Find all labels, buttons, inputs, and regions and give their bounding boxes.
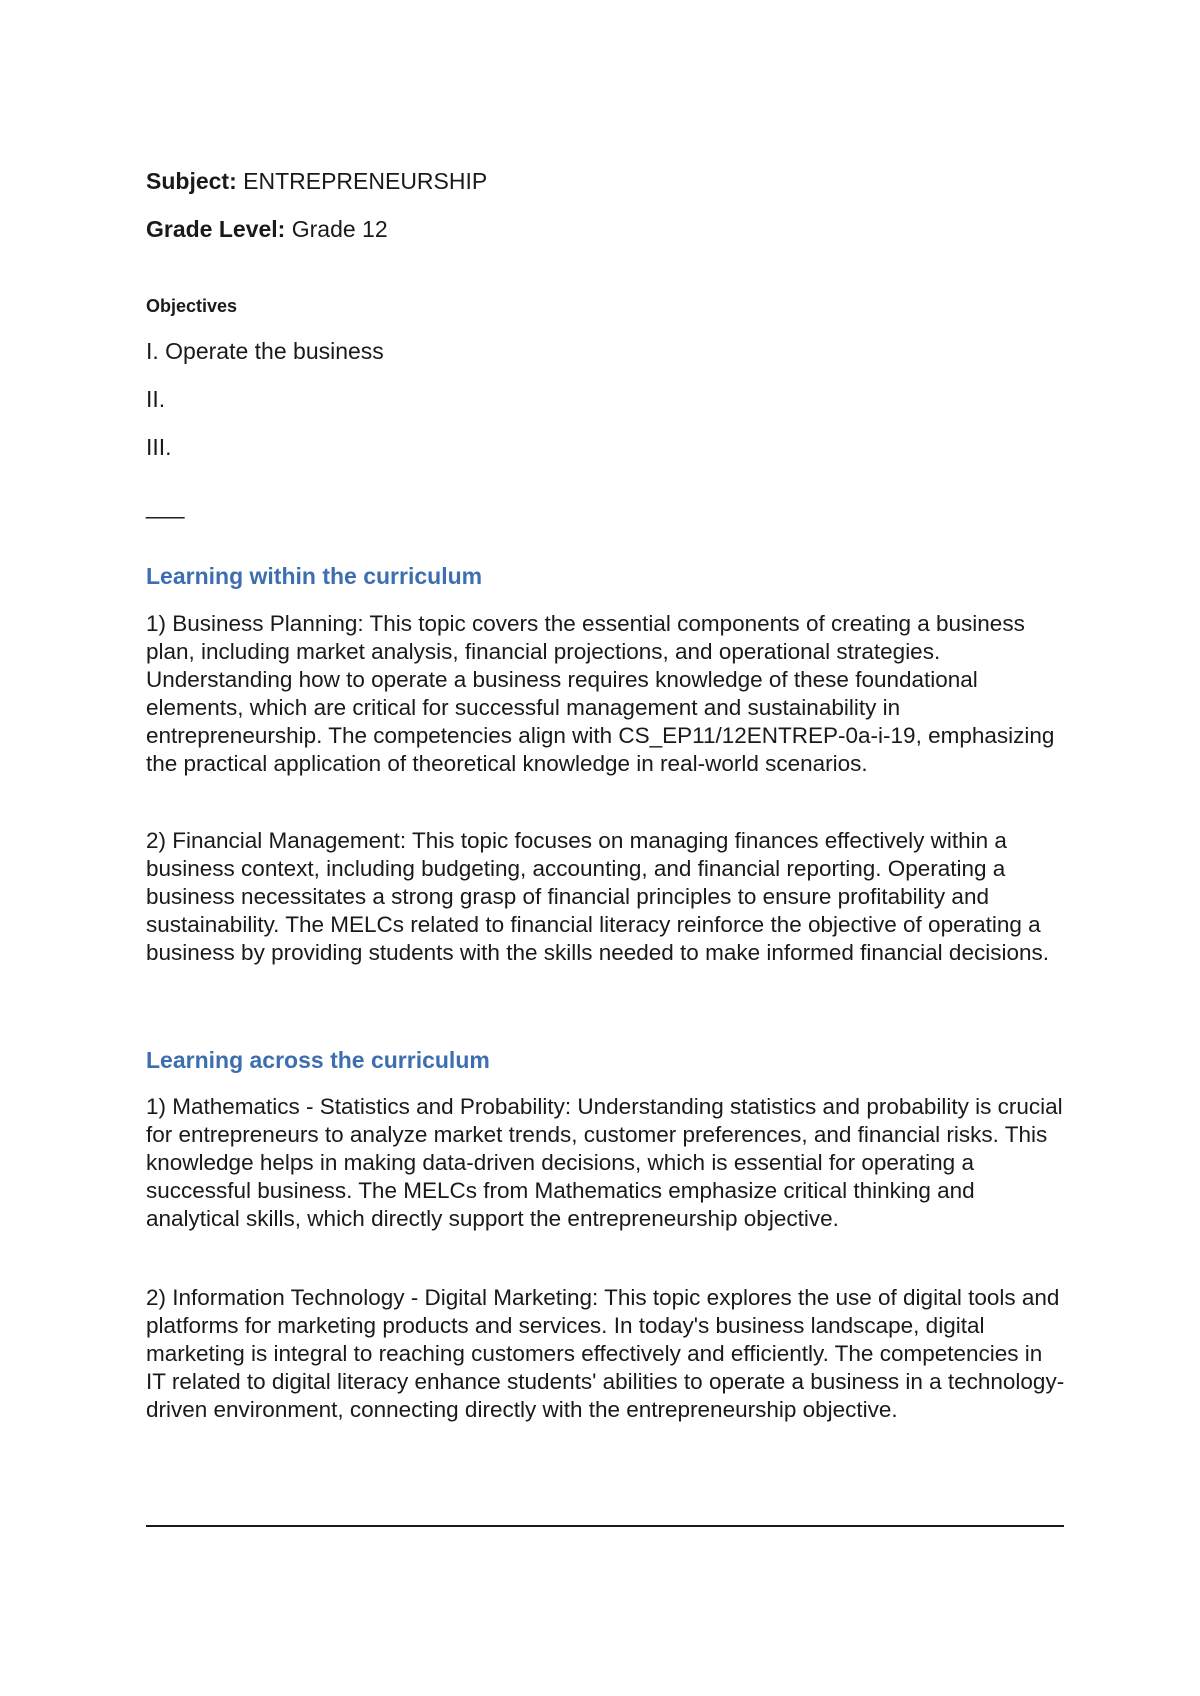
- subject-line: [146, 167, 487, 195]
- subject-label: Subject:: [146, 168, 237, 194]
- objectives-heading: Objectives: [146, 296, 238, 316]
- document-page: [146, 0, 1066, 1696]
- within-curriculum-heading: Learning within the curriculum: [146, 563, 483, 589]
- within-paragraph-2: 2) Financial Management: This topic focuses on managing finances effectively within a business context, including budgeting, accounting, and financial reporting. Operating a business necessitates a strong grasp of financial principles to ensure profitability and sustainability. The MELCs related to financial literacy reinforce the objective of operating a business by providing students with the skills needed to make informed financial decisions.: [146, 828, 1049, 965]
- separator-mark: ___: [146, 493, 185, 519]
- across-curriculum-heading: Learning across the curriculum: [146, 1047, 490, 1073]
- grade-level-line: [146, 215, 388, 243]
- objective-item-2: II.: [146, 386, 166, 412]
- bottom-divider: [146, 1525, 1064, 1527]
- objective-item-3: III.: [146, 434, 172, 460]
- grade-level-value: Grade 12: [291, 216, 388, 242]
- objective-item-1: I. Operate the business: [146, 338, 384, 364]
- across-paragraph-1: 1) Mathematics - Statistics and Probability: Understanding statistics and probability is crucial for entrepreneurs to analyze market trends, customer preferences, and financial risks. This knowledge helps in making data-driven decisions, which is essential for operating a successful business. The MELCs from Mathematics emphasize critical thinking and analytical skills, which directly support the entrepreneurship objective.: [146, 1094, 1063, 1231]
- subject-value: ENTREPRENEURSHIP: [243, 168, 488, 194]
- within-paragraph-1: 1) Business Planning: This topic covers the essential components of creating a business plan, including market analysis, financial projections, and operational strategies. Understanding how to operate a business requires knowledge of these foundational elements, which are critical for successful management and sustainability in entrepreneurship. The competencies align with CS_EP11/12ENTREP-0a-i-19, emphasizing the practical application of theoretical knowledge in real-world scenarios.: [146, 611, 1055, 776]
- grade-level-label: Grade Level:: [146, 216, 286, 242]
- across-paragraph-2: 2) Information Technology - Digital Marketing: This topic explores the use of digital tools and platforms for marketing products and services. In today's business landscape, digital marketing is integral to reaching customers effectively and efficiently. The competencies in IT related to digital literacy enhance students' abilities to operate a business in a technology-driven environment, connecting directly with the entrepreneurship objective.: [146, 1285, 1065, 1422]
